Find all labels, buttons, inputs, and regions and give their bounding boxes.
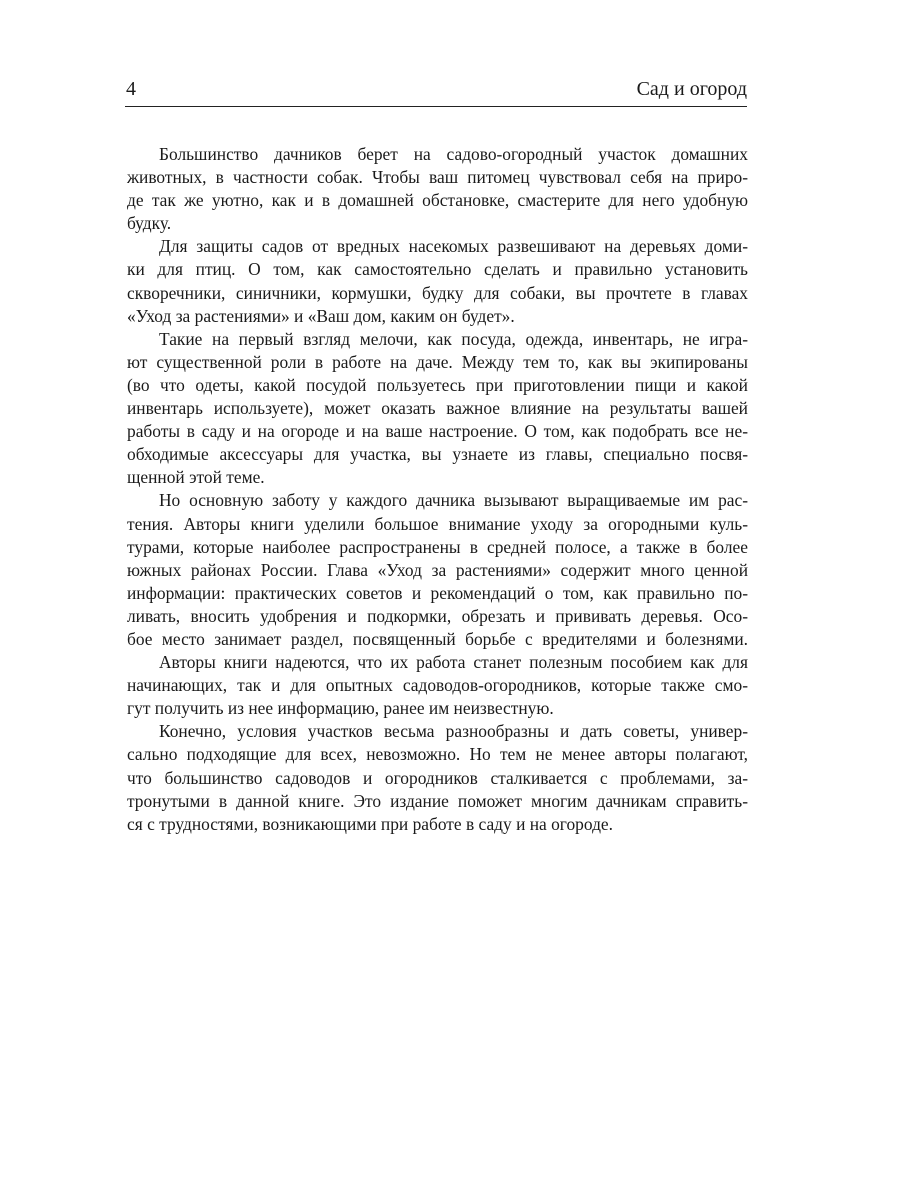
text-line: Большинство дачников берет на садово-огородный участок домашних xyxy=(159,144,748,164)
text-line: Конечно, условия участков весьма разнообразны и дать советы, универ- xyxy=(159,721,748,742)
paragraph-1 xyxy=(127,143,748,235)
text-line: скворечники, синичники, кормушки, будку для собаки, вы прочтете в главах xyxy=(127,282,748,303)
page-header xyxy=(125,74,747,107)
text-line: ся с трудностями, возникающими при работе в саду и на огороде. xyxy=(127,813,613,834)
text-line: ки для птиц. О том, как самостоятельно сделать и правильно установить xyxy=(127,259,748,280)
text-line: обходимые аксессуары для участка, вы узнаете из главы, специально посвя- xyxy=(127,444,748,465)
text-line: инвентарь используете), может оказать важное влияние на результаты вашей xyxy=(127,398,748,419)
text-line: Авторы книги надеются, что их работа станет полезным пособием как для xyxy=(159,652,748,673)
text-line: южных районах России. Глава «Уход за растениями» содержит много ценной xyxy=(127,559,748,580)
text-line: «Уход за растениями» и «Ваш дом, каким он будет». xyxy=(127,305,515,326)
text-line: тронутыми в данной книге. Это издание поможет многим дачникам справить- xyxy=(127,790,748,811)
text-line: Но основную заботу у каждого дачника вызывают выращиваемые им рас- xyxy=(159,490,748,511)
page-number: 4 xyxy=(126,78,136,100)
body-text xyxy=(127,143,748,836)
paragraph-4 xyxy=(127,489,748,651)
paragraph-6 xyxy=(127,720,748,835)
paragraph-2 xyxy=(127,235,748,327)
paragraph-3 xyxy=(127,328,748,490)
text-line: бое место занимает раздел, посвященный борьбе с вредителями и болезнями. xyxy=(127,628,748,649)
text-line: гут получить из нее информацию, ранее им неизвестную. xyxy=(127,698,554,719)
running-title: Сад и огород xyxy=(636,78,747,100)
text-line: тения. Авторы книги уделили большое внимание уходу за огородными куль- xyxy=(127,513,748,534)
text-line: Для защиты садов от вредных насекомых развешивают на деревьях доми- xyxy=(159,236,748,257)
text-line: щенной этой теме. xyxy=(127,467,265,488)
text-line: животных, в частности собак. Чтобы ваш питомец чувствовал себя на приро- xyxy=(127,167,748,188)
text-line: сально подходящие для всех, невозможно. Но тем не менее авторы полагают, xyxy=(127,744,748,765)
text-line: ют существенной роли в работе на даче. Между тем то, как вы экипированы xyxy=(127,351,748,372)
text-line: ливать, вносить удобрения и подкормки, обрезать и прививать деревья. Осо- xyxy=(127,605,748,626)
paragraph-5 xyxy=(127,651,748,720)
text-line: турами, которые наиболее распространены в средней полосе, а также в более xyxy=(127,536,748,557)
text-line: де так же уютно, как и в домашней обстановке, смастерите для него удобную xyxy=(127,190,748,211)
text-line: информации: практических советов и рекомендаций о том, как правильно по- xyxy=(127,582,748,603)
text-line: (во что одеты, какой посудой пользуетесь при приготовлении пищи и какой xyxy=(127,374,748,395)
text-line: работы в саду и на огороде и на ваше настроение. О том, как подобрать все не- xyxy=(127,421,748,442)
text-line: что большинство садоводов и огородников сталкивается с проблемами, за- xyxy=(127,767,748,788)
text-line: будку. xyxy=(127,213,172,234)
text-line: начинающих, так и для опытных садоводов-огородников, которые также смо- xyxy=(127,675,748,696)
text-line: Такие на первый взгляд мелочи, как посуда, одежда, инвентарь, не игра- xyxy=(159,328,748,349)
